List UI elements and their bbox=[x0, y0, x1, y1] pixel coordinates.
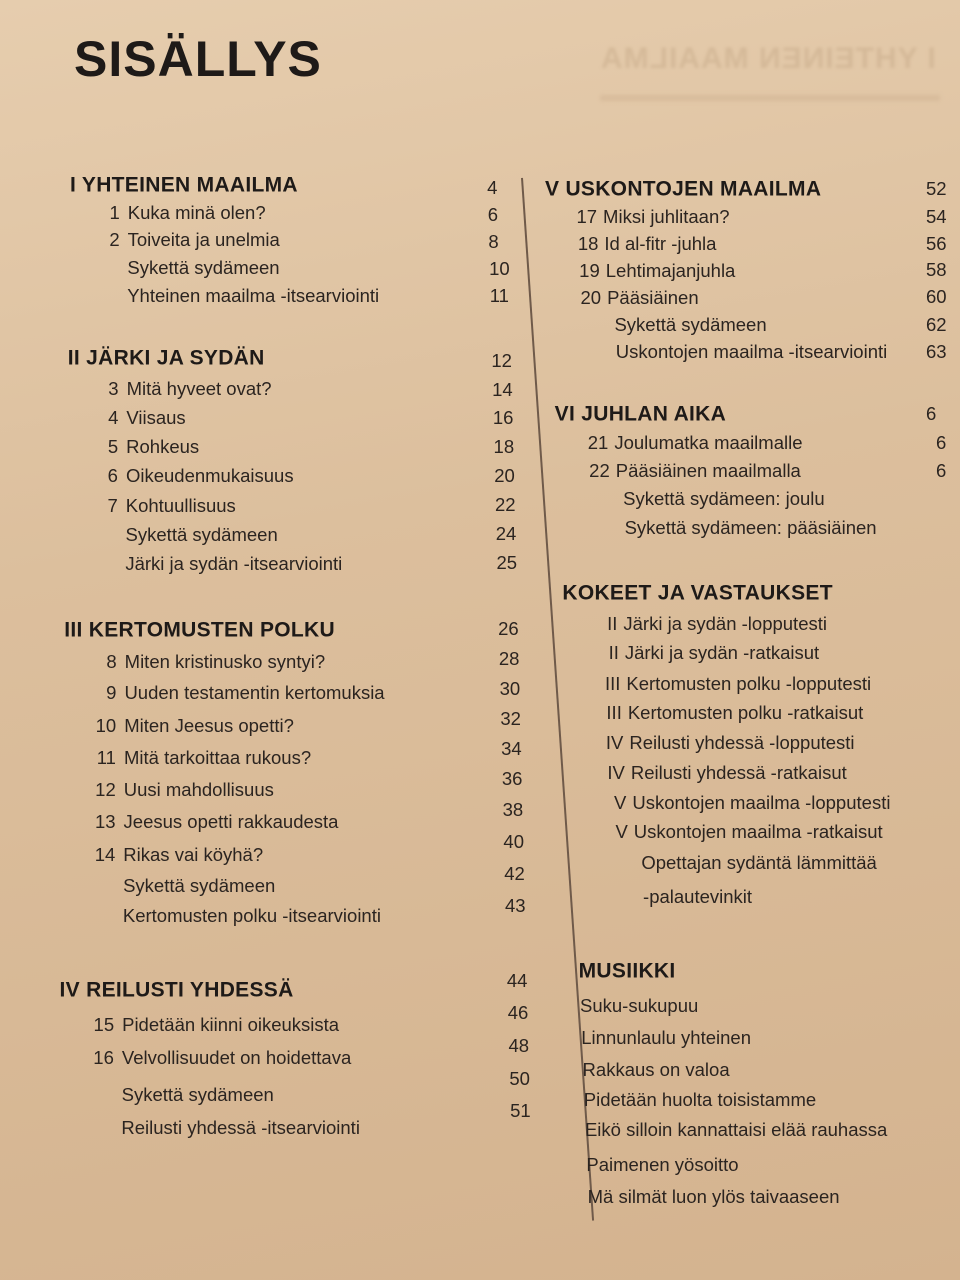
entry-number: 21 bbox=[587, 431, 609, 453]
entry-title: -palautevinkit bbox=[643, 885, 753, 907]
entry-page-number: 36 bbox=[501, 767, 523, 789]
entry-page-number: 8 bbox=[488, 230, 499, 252]
entry-title: Mitä tarkoittaa rukous? bbox=[123, 746, 312, 768]
entry-title: Uuden testamentin kertomuksia bbox=[124, 681, 385, 703]
entry-page-number: 51 bbox=[510, 1099, 531, 1121]
entry-page-number: 58 bbox=[926, 258, 947, 280]
entry-page-number: 28 bbox=[498, 647, 520, 669]
entry-title: Velvollisuudet on hoidettava bbox=[121, 1046, 352, 1068]
entry-page-number: 20 bbox=[494, 464, 515, 486]
entry-title: Pääsiäinen bbox=[607, 286, 699, 308]
section-page-number: 4 bbox=[487, 176, 498, 198]
entry-title: Miten kristinusko syntyi? bbox=[124, 650, 326, 672]
entry-number: 2 bbox=[109, 228, 120, 250]
entry-page-number: 11 bbox=[489, 284, 509, 306]
entry-page-number: 6 bbox=[487, 203, 499, 225]
entry-page-number: 54 bbox=[926, 205, 947, 227]
entry-number: 16 bbox=[93, 1046, 114, 1068]
entry-number: 11 bbox=[96, 746, 116, 768]
section-heading: I YHTEINEN MAAILMA bbox=[70, 173, 298, 197]
entry-page-number: 25 bbox=[496, 551, 518, 573]
entry-title: Joulumatka maailmalle bbox=[614, 431, 803, 453]
entry-number: 6 bbox=[107, 464, 118, 486]
entry-page-number: 43 bbox=[505, 894, 526, 916]
section-heading: IV REILUSTI YHDESSÄ bbox=[59, 978, 294, 1002]
entry-page-number: 6 bbox=[936, 431, 947, 453]
entry-number: 8 bbox=[106, 650, 117, 672]
entry-number: 5 bbox=[107, 435, 119, 457]
entry-title: Sykettä sydämeen bbox=[125, 523, 278, 545]
entry-title: Uskontojen maailma -lopputesti bbox=[632, 791, 891, 813]
section-page-number: 44 bbox=[506, 969, 528, 991]
entry-page-number: 16 bbox=[492, 406, 514, 428]
entry-number: III bbox=[606, 701, 622, 723]
entry-title: Miksi juhlitaan? bbox=[603, 205, 730, 227]
entry-title: Kertomusten polku -lopputesti bbox=[626, 672, 872, 694]
entry-page-number: 32 bbox=[500, 707, 521, 729]
entry-number: 17 bbox=[576, 205, 598, 227]
entry-title: Kertomusten polku -ratkaisut bbox=[627, 701, 864, 723]
entry-title: Järki ja sydän -lopputesti bbox=[623, 612, 827, 634]
song-title: Mä silmät luon ylös taivaaseen bbox=[587, 1185, 840, 1207]
entry-title: Toiveita ja unelmia bbox=[127, 228, 280, 250]
section-heading: V USKONTOJEN MAAILMA bbox=[545, 177, 822, 201]
song-title: Pidetään huolta toisistamme bbox=[583, 1088, 817, 1110]
entry-number: 10 bbox=[95, 714, 117, 736]
entry-title: Järki ja sydän -ratkaisut bbox=[624, 641, 820, 663]
entry-number: V bbox=[615, 820, 628, 842]
section-page-number: 12 bbox=[491, 349, 512, 371]
entry-number: 4 bbox=[108, 406, 119, 428]
entry-title: Reilusti yhdessä -lopputesti bbox=[629, 731, 855, 753]
entry-page-number: 48 bbox=[508, 1034, 530, 1056]
section-page-number: 6 bbox=[926, 402, 937, 424]
entry-number: 12 bbox=[95, 778, 116, 800]
entry-number: 15 bbox=[93, 1013, 115, 1035]
entry-title: Opettajan sydäntä lämmittää bbox=[641, 851, 877, 873]
entry-title: Sykettä sydämeen bbox=[614, 313, 767, 335]
entry-page-number: 38 bbox=[502, 798, 524, 820]
entry-number: 13 bbox=[94, 810, 116, 832]
entry-title: Viisaus bbox=[126, 406, 186, 428]
entry-number: 7 bbox=[107, 494, 118, 516]
entry-title: Järki ja sydän -itsearviointi bbox=[125, 552, 343, 574]
entry-title: Miten Jeesus opetti? bbox=[124, 714, 294, 736]
entry-number: 9 bbox=[106, 681, 117, 703]
entry-page-number: 18 bbox=[493, 435, 515, 457]
entry-title: Mitä hyveet ovat? bbox=[126, 377, 272, 399]
entry-title: Pidetään kiinni oikeuksista bbox=[122, 1013, 340, 1035]
entry-page-number: 46 bbox=[507, 1001, 529, 1023]
entry-title: Uskontojen maailma -itsearviointi bbox=[615, 340, 888, 362]
entry-number: 1 bbox=[109, 201, 120, 223]
entry-number: II bbox=[608, 641, 619, 663]
section-page-number: 26 bbox=[498, 617, 519, 639]
entry-page-number: 56 bbox=[926, 232, 947, 254]
entry-number: III bbox=[604, 672, 621, 694]
entry-number: IV bbox=[605, 731, 624, 753]
entry-title: Uskontojen maailma -ratkaisut bbox=[633, 820, 883, 842]
entry-title: Rohkeus bbox=[126, 435, 200, 457]
entry-page-number: 62 bbox=[926, 313, 947, 335]
entry-page-number: 63 bbox=[926, 340, 947, 362]
song-title: Rakkaus on valoa bbox=[582, 1058, 730, 1080]
entry-title: Uusi mahdollisuus bbox=[123, 778, 274, 800]
entry-title: Kertomusten polku -itsearviointi bbox=[122, 904, 381, 926]
entry-page-number: 6 bbox=[936, 459, 947, 481]
entry-number: II bbox=[607, 612, 618, 634]
song-title: Eikö silloin kannattaisi elää rauhassa bbox=[584, 1118, 888, 1140]
page-title: SISÄLLYS bbox=[74, 31, 322, 87]
entry-title: Pääsiäinen maailmalla bbox=[615, 459, 801, 481]
entry-number: 14 bbox=[94, 843, 116, 865]
entry-page-number: 22 bbox=[495, 493, 516, 515]
entry-title: Jeesus opetti rakkaudesta bbox=[123, 810, 339, 832]
entry-title: Sykettä sydämeen: pääsiäinen bbox=[624, 516, 877, 538]
entry-number: 20 bbox=[580, 286, 602, 308]
entry-title: Reilusti yhdessä -itsearviointi bbox=[121, 1116, 360, 1138]
entry-title: Kuka minä olen? bbox=[127, 201, 266, 223]
entry-title: Yhteinen maailma -itsearviointi bbox=[127, 284, 380, 306]
entry-page-number: 24 bbox=[495, 522, 517, 544]
entry-page-number: 10 bbox=[489, 257, 510, 279]
entry-title: Rikas vai köyhä? bbox=[123, 843, 264, 865]
entry-number: 22 bbox=[589, 459, 610, 481]
bleed-through-line bbox=[600, 95, 940, 101]
section-heading: VI JUHLAN AIKA bbox=[554, 402, 727, 426]
entry-title: Oikeudenmukaisuus bbox=[125, 464, 294, 486]
entry-page-number: 40 bbox=[503, 830, 524, 852]
entry-page-number: 30 bbox=[499, 677, 521, 699]
entry-page-number: 14 bbox=[492, 378, 513, 400]
entry-title: Sykettä sydämeen bbox=[121, 1083, 274, 1105]
section-heading: III KERTOMUSTEN POLKU bbox=[64, 618, 335, 642]
entry-page-number: 50 bbox=[509, 1067, 530, 1089]
section-heading: MUSIIKKI bbox=[578, 959, 676, 983]
entry-page-number: 60 bbox=[926, 285, 947, 307]
entry-title: Lehtimajanjuhla bbox=[605, 259, 736, 281]
song-title: Suku-sukupuu bbox=[580, 994, 699, 1016]
section-heading: II JÄRKI JA SYDÄN bbox=[67, 346, 265, 370]
entry-title: Sykettä sydämeen bbox=[123, 874, 276, 896]
entry-number: V bbox=[614, 791, 627, 813]
entry-title: Reilusti yhdessä -ratkaisut bbox=[630, 761, 847, 783]
song-title: Paimenen yösoitto bbox=[586, 1153, 739, 1175]
entry-title: Sykettä sydämeen: joulu bbox=[623, 487, 825, 509]
entry-page-number: 42 bbox=[504, 862, 525, 884]
entry-number: 3 bbox=[108, 377, 119, 399]
entry-title: Sykettä sydämeen bbox=[127, 256, 280, 278]
entry-page-number: 34 bbox=[501, 737, 522, 759]
section-page-number: 52 bbox=[926, 177, 947, 199]
entry-title: Kohtuullisuus bbox=[125, 494, 236, 516]
section-heading: KOKEET JA VASTAUKSET bbox=[562, 581, 833, 605]
entry-number: 19 bbox=[579, 259, 600, 281]
song-title: Linnunlaulu yhteinen bbox=[581, 1026, 751, 1048]
entry-title: Id al-fitr -juhla bbox=[604, 232, 717, 254]
entry-number: IV bbox=[607, 761, 625, 783]
entry-number: 18 bbox=[577, 232, 599, 254]
bleed-through-text: I YHTEINEN MAAILMA bbox=[600, 42, 936, 75]
